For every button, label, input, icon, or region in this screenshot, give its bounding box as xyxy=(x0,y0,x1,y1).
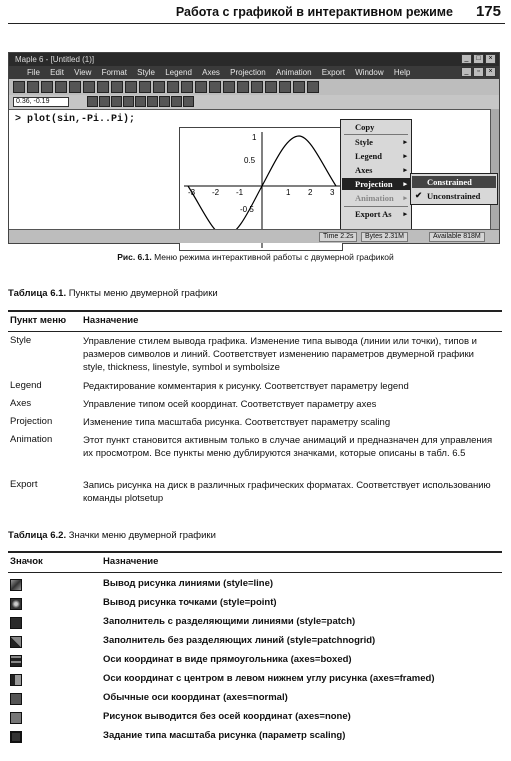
menu-projection[interactable]: Projection xyxy=(230,68,266,77)
window-title: Maple 6 - [Untitled (1)] xyxy=(15,55,95,64)
table1-label: Таблица 6.1. xyxy=(8,288,67,299)
style-patch-icon[interactable] xyxy=(111,96,122,107)
row-desc: Задание типа масштаба рисунка (параметр scaling) xyxy=(103,730,346,741)
ctx-axes[interactable]: Axes xyxy=(355,165,373,175)
table-rule xyxy=(8,331,502,332)
table1-col1-header: Пункт меню xyxy=(10,315,67,326)
submenu-arrow-icon: ▸ xyxy=(403,166,407,174)
menu-file[interactable]: File xyxy=(27,68,40,77)
table2-label: Таблица 6.2. xyxy=(8,530,67,541)
style-patchnogrid-icon[interactable] xyxy=(123,96,134,107)
submenu-constrained[interactable]: Constrained xyxy=(427,177,472,187)
menu-style[interactable]: Style xyxy=(137,68,155,77)
page-header xyxy=(0,0,511,30)
row-desc: Управление стилем вывода графика. Изменение типа вывода (линии или точки), типов и размеров символов и линий. Соответствует изменению параметров двумерной графики style, thickness, linestyle, symbol и symbolsize xyxy=(83,336,477,373)
stop-icon[interactable] xyxy=(223,81,235,93)
row-desc: Оси координат в виде прямоугольника (axes=boxed) xyxy=(103,654,352,665)
table1-col2-header: Назначение xyxy=(83,315,139,326)
execute-icon[interactable] xyxy=(167,81,179,93)
scaling-icon xyxy=(10,731,22,743)
undo-icon[interactable] xyxy=(111,81,123,93)
x-tick-label: 3 xyxy=(330,188,335,197)
figure-label: Рис. 6.1. xyxy=(117,252,152,262)
coordinate-readout: 0.36, -0.19 xyxy=(13,97,69,107)
zoom-small-icon[interactable] xyxy=(237,81,249,93)
outdent-icon[interactable] xyxy=(195,81,207,93)
save-icon[interactable] xyxy=(41,81,53,93)
table1-caption xyxy=(8,288,218,299)
row-desc: Рисунок выводится без осей координат (axes=none) xyxy=(103,711,351,722)
new-icon[interactable] xyxy=(13,81,25,93)
figure-caption-text: Меню режима интерактивной работы с двумерной графикой xyxy=(151,252,394,262)
axes-framed-icon xyxy=(10,674,22,686)
row-desc: Заполнитель с разделяющими линиями (style=patch) xyxy=(103,616,356,627)
indent-icon[interactable] xyxy=(209,81,221,93)
row-item: Projection xyxy=(10,416,53,427)
menu-help[interactable]: Help xyxy=(393,68,411,77)
row-item: Legend xyxy=(10,380,42,391)
table2-col1-header: Значок xyxy=(10,556,43,567)
table-row xyxy=(8,711,502,728)
table-row xyxy=(8,616,502,633)
main-toolbar xyxy=(9,79,499,95)
paste-icon[interactable] xyxy=(97,81,109,93)
table-row xyxy=(8,730,502,747)
ctx-copy[interactable]: Copy xyxy=(355,122,375,132)
context-bar xyxy=(9,95,499,109)
axes-normal-icon[interactable] xyxy=(159,96,170,107)
row-item: Export xyxy=(10,479,38,490)
axes-none-icon xyxy=(10,712,22,724)
x-tick-label: 1 xyxy=(286,188,291,197)
menu-separator xyxy=(344,206,408,207)
row-item: Style xyxy=(10,335,32,346)
open-icon[interactable] xyxy=(27,81,39,93)
style-point-icon[interactable] xyxy=(99,96,110,107)
row-desc: Обычные оси координат (axes=normal) xyxy=(103,692,288,703)
submenu-arrow-icon: ▸ xyxy=(403,194,407,202)
row-item: Axes xyxy=(10,398,32,409)
row-desc: Редактирование комментария к рисунку. Соответствует параметру legend xyxy=(83,381,409,392)
table1-caption-text: Пункты меню двумерной графики xyxy=(66,288,218,299)
menu-axes[interactable]: Axes xyxy=(202,68,220,77)
ctx-projection[interactable]: Projection xyxy=(355,179,393,189)
page-number: 175 xyxy=(475,3,501,20)
minimize-icon[interactable]: _ xyxy=(461,54,472,64)
plot-context-menu xyxy=(340,119,412,231)
submenu-arrow-icon: ▸ xyxy=(403,210,407,218)
table-rule xyxy=(8,310,502,312)
cut-icon[interactable] xyxy=(69,81,81,93)
menu-legend[interactable]: Legend xyxy=(165,68,192,77)
submenu-arrow-icon: ▸ xyxy=(403,180,407,188)
ctx-style[interactable]: Style xyxy=(355,137,373,147)
row-desc: Этот пункт становится активным только в случае анимаций и предназначен для управления их просмотром. Все пункты меню дублируются значками, которые описаны в табл. 6.5 xyxy=(83,435,493,459)
row-desc: Заполнитель без разделяющих линий (style=patchnogrid) xyxy=(103,635,376,646)
print-icon[interactable] xyxy=(55,81,67,93)
header-rule xyxy=(8,23,505,24)
redo-icon[interactable] xyxy=(125,81,137,93)
axes-boxed-icon xyxy=(10,655,22,667)
status-bar xyxy=(9,229,499,243)
axes-normal-icon xyxy=(10,693,22,705)
x-tick-label: -2 xyxy=(212,188,220,197)
status-available: Available 818M xyxy=(429,232,485,242)
row-desc: Управление типом осей координат. Соответствует параметру axes xyxy=(83,399,377,410)
menu-format[interactable]: Format xyxy=(101,68,127,77)
menu-bar xyxy=(9,66,499,79)
section-icon[interactable] xyxy=(181,81,193,93)
ctx-animation: Animation xyxy=(355,193,394,203)
running-title: Работа с графикой в интерактивном режиме xyxy=(175,5,453,19)
submenu-unconstrained[interactable]: Unconstrained xyxy=(427,191,481,201)
figure-caption xyxy=(0,252,511,262)
x-tick-label: -3 xyxy=(188,188,196,197)
doc-minimize-icon[interactable]: _ xyxy=(461,67,472,77)
table-row xyxy=(8,635,502,652)
table-row xyxy=(8,597,502,614)
doc-restore-icon[interactable]: ▫ xyxy=(473,67,484,77)
menu-animation[interactable]: Animation xyxy=(275,68,312,77)
status-bytes: Bytes 2.31M xyxy=(361,232,408,242)
axes-none-icon[interactable] xyxy=(171,96,182,107)
table2-caption xyxy=(8,530,216,541)
menu-edit[interactable]: Edit xyxy=(50,68,64,77)
axes-boxed-icon[interactable] xyxy=(135,96,146,107)
table1 xyxy=(8,310,502,515)
check-icon: ✔ xyxy=(415,190,423,200)
row-item: Animation xyxy=(10,434,53,445)
submenu-arrow-icon: ▸ xyxy=(403,152,407,160)
copy-icon[interactable] xyxy=(83,81,95,93)
menu-export[interactable]: Export xyxy=(321,68,345,77)
close-icon[interactable]: × xyxy=(485,54,496,64)
status-time: Time 2.2s xyxy=(319,232,357,242)
table-row xyxy=(8,654,502,671)
ctx-legend[interactable]: Legend xyxy=(355,151,382,161)
x-tick-label: 2 xyxy=(308,188,313,197)
window-titlebar xyxy=(9,53,499,66)
projection-submenu xyxy=(410,173,498,205)
row-desc: Вывод рисунка линиями (style=line) xyxy=(103,578,274,589)
style-line-icon xyxy=(10,579,22,591)
table2-col2-header: Назначение xyxy=(103,556,159,567)
vertical-scrollbar[interactable] xyxy=(490,109,499,229)
input-icon[interactable] xyxy=(153,81,165,93)
row-desc: Запись рисунка на диск в различных графических форматах. Соответствует использованию команды plotsetup xyxy=(83,480,491,504)
doc-close-icon[interactable]: × xyxy=(485,67,496,77)
table2-caption-text: Значки меню двумерной графики xyxy=(66,530,216,541)
row-desc: Изменение типа масштаба рисунка. Соответствует параметру scaling xyxy=(83,417,391,428)
zoom-large-icon[interactable] xyxy=(265,81,277,93)
menu-view[interactable]: View xyxy=(74,68,92,77)
y-tick-label: -0.5 xyxy=(240,205,254,214)
menu-window[interactable]: Window xyxy=(355,68,384,77)
scaling-icon[interactable] xyxy=(183,96,194,107)
table-row xyxy=(8,673,502,690)
axes-framed-icon[interactable] xyxy=(147,96,158,107)
table-rule xyxy=(8,551,502,553)
style-patchnogrid-icon xyxy=(10,636,22,648)
table-row xyxy=(8,692,502,709)
restart-icon[interactable] xyxy=(293,81,305,93)
submenu-arrow-icon: ▸ xyxy=(403,138,407,146)
table-row xyxy=(8,578,502,595)
row-desc: Оси координат с центром в левом нижнем углу рисунка (axes=framed) xyxy=(103,673,435,684)
x-tick-label: -1 xyxy=(236,188,244,197)
toggle-icon[interactable] xyxy=(279,81,291,93)
style-patch-icon xyxy=(10,617,22,629)
y-tick-label: 1 xyxy=(252,133,257,142)
menu-separator xyxy=(344,134,408,135)
ctx-export-as[interactable]: Export As xyxy=(355,209,392,219)
text-icon[interactable] xyxy=(139,81,151,93)
help-icon[interactable] xyxy=(307,81,319,93)
style-point-icon xyxy=(10,598,22,610)
y-tick-label: 0.5 xyxy=(244,156,256,165)
style-line-icon[interactable] xyxy=(87,96,98,107)
table-rule xyxy=(8,572,502,573)
table2 xyxy=(8,551,502,751)
maple-screenshot xyxy=(8,52,500,244)
zoom-normal-icon[interactable] xyxy=(251,81,263,93)
command-line[interactable]: > plot(sin,-Pi..Pi); xyxy=(15,114,136,125)
row-desc: Вывод рисунка точками (style=point) xyxy=(103,597,277,608)
maximize-icon[interactable]: □ xyxy=(473,54,484,64)
